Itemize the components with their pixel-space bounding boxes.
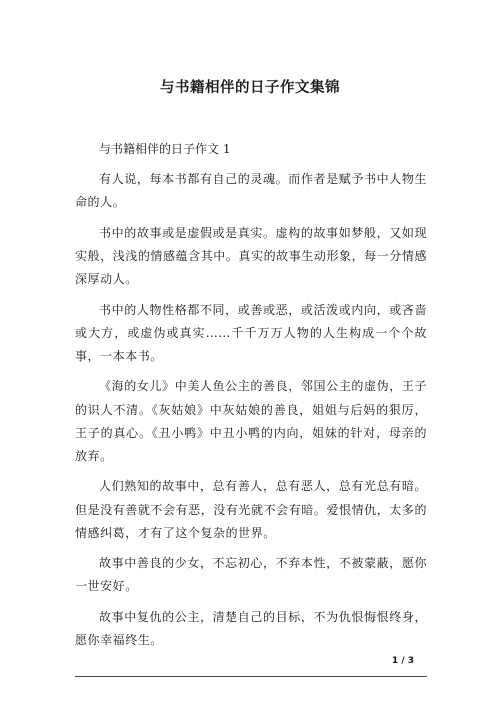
footer-divider — [75, 676, 427, 677]
document-title: 与书籍相伴的日子作文集锦 — [160, 79, 340, 96]
paragraph: 有人说，每本书都有自己的灵魂。而作者是赋予书中人物生命的人。 — [75, 172, 427, 210]
section-heading: 与书籍相伴的日子作文 1 — [99, 142, 231, 156]
document-body — [75, 138, 427, 659]
page-number: 1 / 3 — [391, 656, 414, 666]
paragraph: 故事中善良的少女，不忘初心，不弃本性，不被蒙蔽，愿你一世安好。 — [75, 556, 427, 594]
paragraph: 人们熟知的故事中，总有善人，总有恶人，总有光总有暗。但是没有善就不会有恶，没有光就不会有暗。爱恨情仇，太多的情感纠葛，才有了这个复杂的世界。 — [75, 479, 427, 540]
paragraph: 故事中复仇的公主，清楚自己的目标，不为仇恨悔恨终身，愿你幸福终生。 — [75, 609, 427, 647]
paragraph: 《海的女儿》中美人鱼公主的善良，邻国公主的虚伪，王子的识人不清。《灰姑娘》中灰姑娘的善良，姐姐与后妈的狠厉，王子的真心。《丑小鸭》中丑小鸭的内向，姐妹的针对，母亲的放弃。 — [75, 379, 427, 463]
paragraph: 书中的人物性格都不同，或善或恶，或活泼或内向，或吝啬或大方，或虚伪或真实……千千万万人物的人生构成一个个故事，一本本书。 — [75, 302, 427, 363]
paragraph: 书中的故事或是虚假或是真实。虚构的故事如梦般，又如现实般，浅浅的情感蕴含其中。真实的故事生动形象，每一分情感深厚动人。 — [75, 225, 427, 287]
